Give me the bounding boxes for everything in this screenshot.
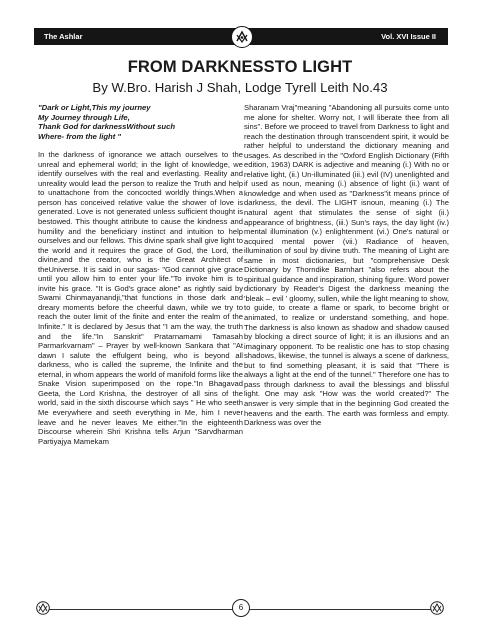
article-byline: By W.Bro. Harish J Shah, Lodge Tyrell Leith No.43 <box>92 80 388 95</box>
masonic-logo-icon <box>231 26 253 48</box>
magazine-name: The Ashlar <box>44 32 83 41</box>
poem-line: My Journey through Life, <box>38 112 130 122</box>
article-title: FROM DARKNESSTO LIGHT <box>127 58 353 76</box>
poem-line: Thank God for darknessWithout such <box>38 122 176 132</box>
page-number: 6 <box>232 599 250 617</box>
poem-line: Where- from the light " <box>38 131 122 141</box>
poem-line: "Dark or Light,This my journey <box>38 103 151 112</box>
body-paragraph-left: In the darkness of ignorance we attach ourselves to the unreal and ephemeral world; in the light of knowledge, we identify ourselves with the real and everlasting. Reality and unreality would lead the person to realize the Truth and help to unattachone from the concocted worldly things.When a person has conceived relative value the shower of love is generated. Love is not generated unless sufficient thought is bestowed. This thought attribute to cause the kindness and humility and the beneficiary instinct and intuition to help ourselves and our fellows. This divine spark shall give light to the world and it requires the grace of God, the Lord, the divine,and the creator, who is the Great Architect of theUniverse. It is said in our sagas- "God cannot give grace until you allow him to enter your life."To invoke him is to invite his grace. "It is God's grace alone" as rightly said by Swami Chinmayanandji,"that functions in those dark and dreary moments before the cheerful dawn, while we try to reach the outer limit of the finite and enter the realm of the Infinite." It is declared by Jesus that "I am the way, the truth and the life."In Sanskrit" Pratarnamami Tamasah Parmarkvarnam" – Prayer by well-known Sankara that "At dawn I salute the effulgent being, who is beyond all darkness, who is called the supreme, the Infinite and the eternal, in whom appears the world of manifold forms like the Snake Vision superimposed on the rope."In Bhagavad Geeta, the Lord Krishna, the destroyer of all sins of the world, said in the sixth discourse which says " He who seeth Me everywhere and seeth everything in Me, him I never leave and he never leaves Me either."In the eighteenth Discourse wherein Shri Krishna tells Arjun "Sarvdharman Partiyajya Mamekam <box>38 150 243 446</box>
masonic-emblem-left-icon <box>36 601 50 615</box>
left-column <box>38 103 243 446</box>
header-bar <box>34 28 448 45</box>
right-column <box>244 103 449 428</box>
masonic-emblem-right-icon <box>430 601 444 615</box>
issue-label: Vol. XVI Issue II <box>381 32 436 41</box>
poem <box>38 103 243 141</box>
body-paragraph-right: Sharanam Vraj"meaning "Abandoning all pursuits come unto me alone for shelter. Worry not, I will liberate thee from all sins". Before we proceed to travel from Darkness to light and reach the destination through transcendent spirit, it would be rather helpful to understand the dictionary meaning and usages. As described in the "Oxford English Dictionary (Fifth edition, 1963) DARK is adjective and meaning (i.) With no or relative light, (ii.) Un-illuminated (iii.) evil (IV) unenlighted and if used as noun, meaning (i.) absence of light (ii.) want of knowledge and when used as "Darkness"it means prince of darkness, the devil. The LIGHT isnoun, meaning (i.) The natural agent that stimulates the sense of sight (ii.) appearance of brightness, (iii.) Sun's rays, the day light (iv.) mental illumination (v.) enlightenment (vi.) One's natural or acquired mental power (vii.) Radiance of heaven, illumination of soul by divine truth. The meaning of Light are same in most dictionaries, but "comprehensive Desk Dictionary by Thorndike Barnhart "also refers about the spiritual guidance and inspiration, shining figure. Word power dictionary by Reader's Digest the darkness meaning the 'bleak – evil ' gloomy, sullen, while the light meaning to show, to guide, to create a flame or spark, to become bright or animated, to realize or understand something, and hope. The darkness is also known as shadow and shadow caused by blocking a direct source of light; it is an illusions and an imaginary opponent. To be realistic one has to stop chasing shadows, likewise, the tunnel is always a scene of darkness, but to find something pleasant, it is said that "There is always a light at the end of the tunnel." Therefore one has to pass through darkness to avail the blessings and blissful light. One may ask "How was the world created?" The answer is very simple that in the beginning God created the heavens and the earth. The earth was formless and empty. Darkness was over the <box>244 103 450 428</box>
